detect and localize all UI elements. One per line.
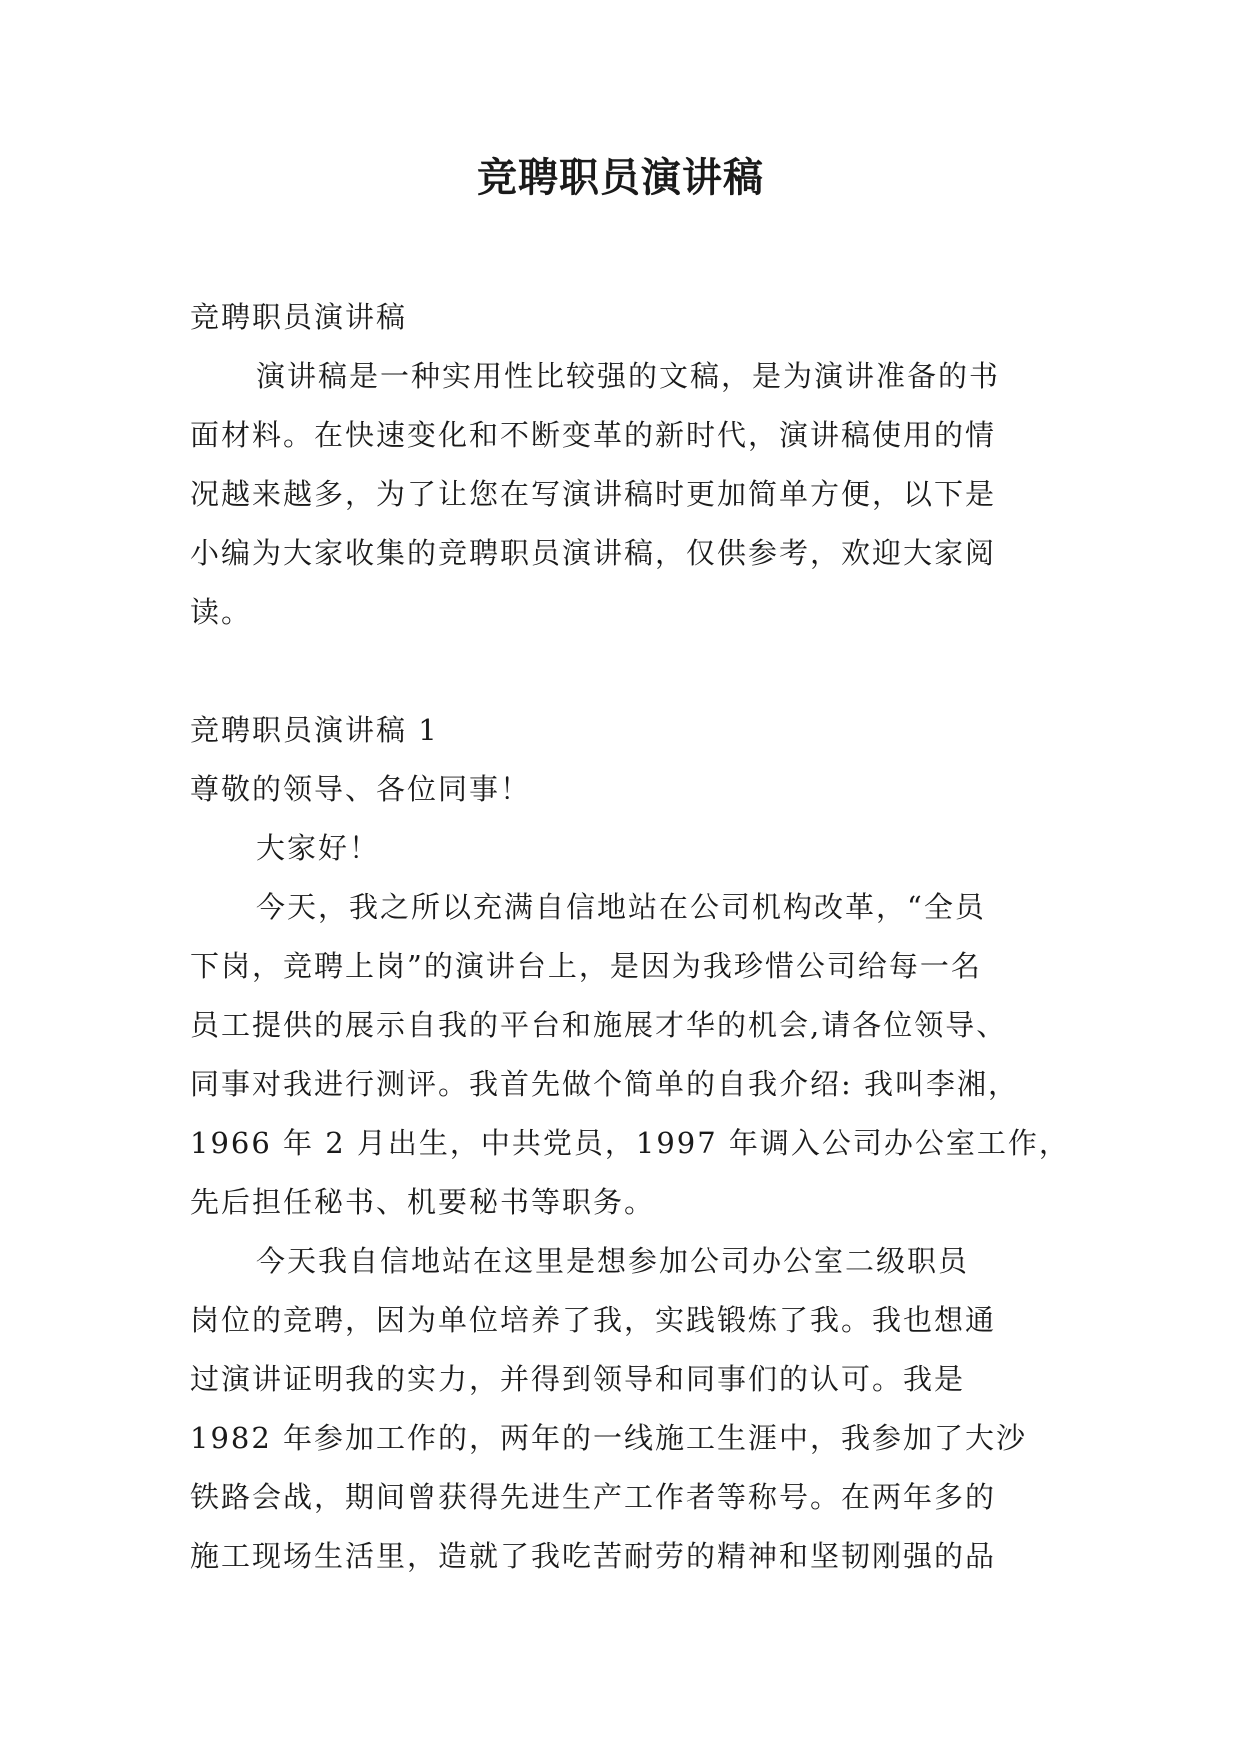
body-line: 演讲稿是一种实用性比较强的文稿，是为演讲准备的书: [256, 359, 1001, 393]
body-line: 员工提供的展示自我的平台和施展才华的机会,请各位领导、: [190, 1008, 1008, 1042]
body-line: 铁路会战，期间曾获得先进生产工作者等称号。在两年多的: [190, 1480, 997, 1514]
greeting: 大家好！: [256, 831, 381, 865]
body-line: 过演讲证明我的实力，并得到领导和同事们的认可。我是: [190, 1362, 966, 1396]
body-line: 小编为大家收集的竞聘职员演讲稿，仅供参考，欢迎大家阅: [190, 536, 997, 570]
blank-line: [190, 642, 1060, 701]
body-line: 下岗，竞聘上岗”的演讲台上，是因为我珍惜公司给每一名: [190, 949, 982, 983]
body-line: 1966 年 2 月出生，中共党员，1997 年调入公司办公室工作，: [190, 1126, 1070, 1160]
body-line: 先后担任秘书、机要秘书等职务。: [190, 1185, 656, 1219]
body-line: 岗位的竞聘，因为单位培养了我，实践锻炼了我。我也想通: [190, 1303, 997, 1337]
body-line: 今天我自信地站在这里是想参加公司办公室二级职员: [256, 1244, 970, 1278]
salutation: 尊敬的领导、各位同事！: [190, 772, 532, 806]
body-line: 施工现场生活里，造就了我吃苦耐劳的精神和坚韧刚强的品: [190, 1539, 997, 1573]
section-heading: 竞聘职员演讲稿 1: [190, 713, 439, 747]
document-title: 竞聘职员演讲稿: [477, 154, 764, 201]
body-line: 同事对我进行测评。我首先做个简单的自我介绍: 我叫李湘，: [190, 1067, 1019, 1101]
body-line: 读。: [190, 595, 253, 629]
body-line: 竞聘职员演讲稿: [190, 300, 408, 334]
body-line: 1982 年参加工作的，两年的一线施工生涯中，我参加了大沙: [190, 1421, 1028, 1455]
body-line: 况越来越多，为了让您在写演讲稿时更加简单方便，以下是: [190, 477, 997, 511]
body-line: 今天，我之所以充满自信地站在公司机构改革，“全员: [256, 890, 986, 924]
document-body: [190, 288, 1070, 1586]
body-line: 面材料。在快速变化和不断变革的新时代，演讲稿使用的情: [190, 418, 997, 452]
